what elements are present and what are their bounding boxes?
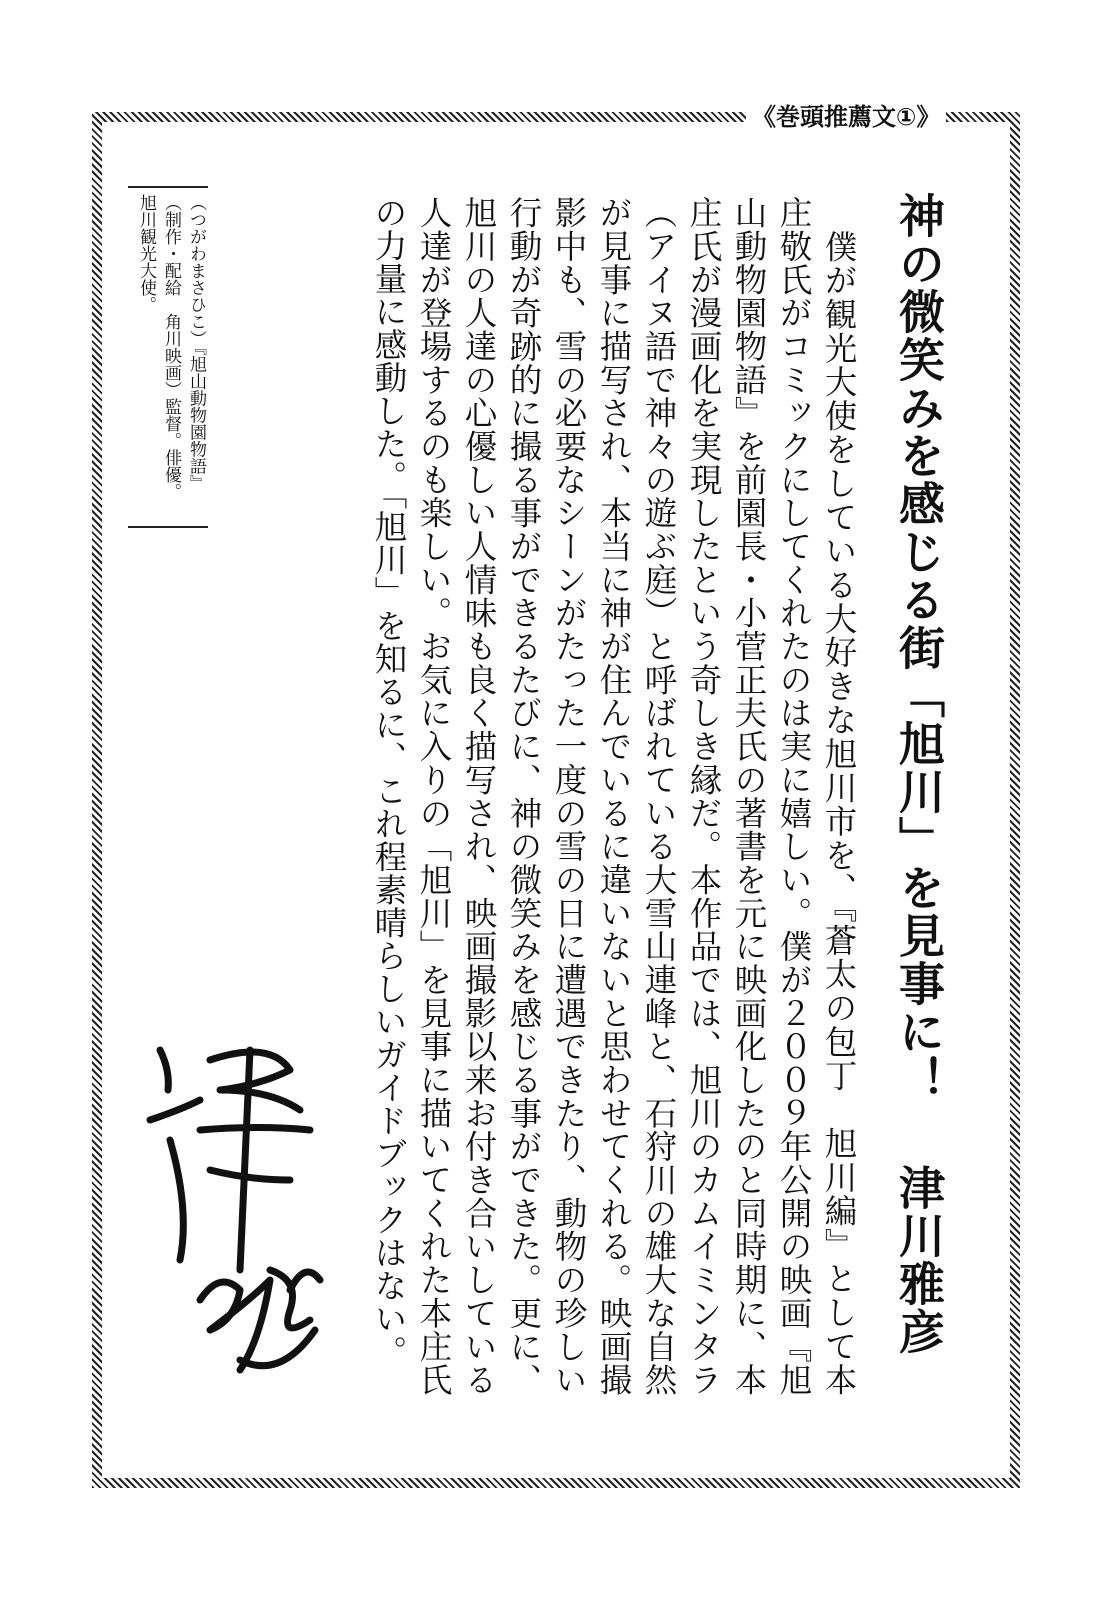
- headline: [889, 192, 949, 1402]
- series-label: 《巻頭推薦文①》: [746, 100, 946, 134]
- headline-title: 神の微笑みを感じる街「旭川」を見事に！: [892, 192, 946, 1104]
- handwritten-signature: [140, 1030, 330, 1420]
- recommendation-body: 僕が観光大使をしている大好きな旭川市を、『蒼太の包丁 旭川編』として本庄敬氏がコミックにしてくれたのは実に嬉しい。僕が２００９年公開の映画『旭山動物園物語』を前園長・小菅正夫氏の著書を元に映画化したのと同時期に、本庄氏が漫画化を実現したという奇しき縁だ。本作品では、旭川のカムイミンタラ（アイヌ語で神々の遊ぶ庭）と呼ばれている大雪山連峰と、石狩川の雄大な自然が見事に描写され、本当に神が住んでいるに違いないと思わせてくれる。映画撮影中も、雪の必要なシーンがたった一度の雪の日に遭遇できたり、動物の珍しい行動が奇跡的に撮る事ができるたびに、神の微笑みを感じる事ができた。更に、旭川の人達の心優しい人情味も良く描写され、映画撮影以来お付き合いしている人達が登場するのも楽しい。お気に入りの「旭川」を見事に描いてくれた本庄氏の力量に感動した。「旭川」を知るに、これ程素晴らしいガイドブックはない。: [370, 196, 858, 1396]
- author-profile: （つがわまさひこ）『旭山動物園物語』 （制作・配給 角川映画）監督。俳優。 旭川観光大使。: [128, 186, 208, 528]
- headline-author: 津川雅彦: [892, 1164, 946, 1356]
